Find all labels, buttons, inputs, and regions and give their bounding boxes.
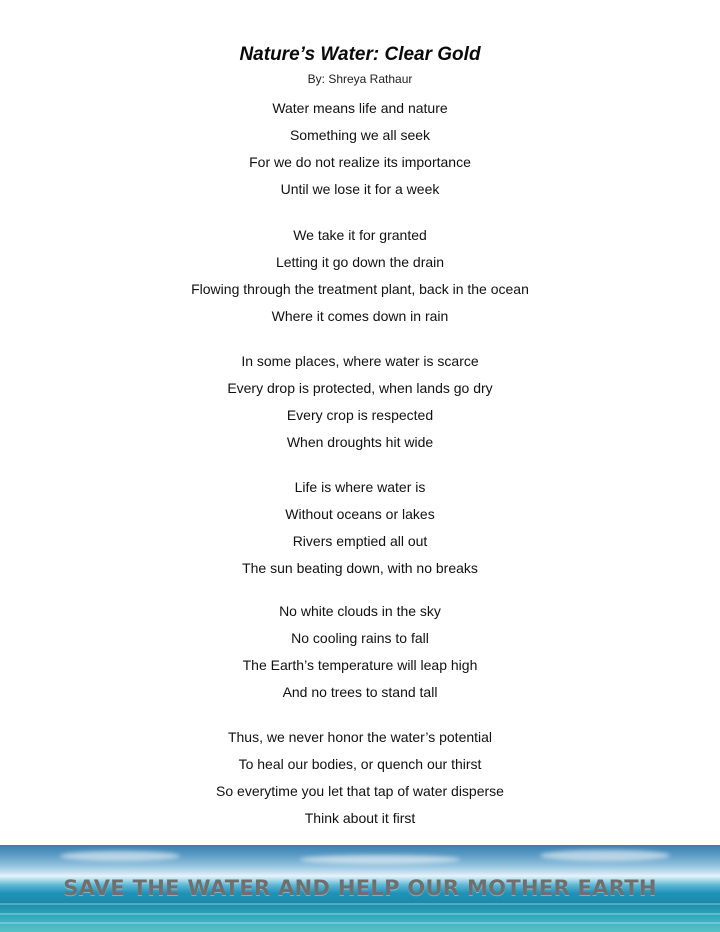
author-byline: By: Shreya Rathaur bbox=[307, 72, 413, 86]
banner-slogan: SAVE THE WATER AND HELP OUR MOTHER EARTH bbox=[63, 876, 657, 900]
poem-line: Where it comes down in rain bbox=[271, 308, 449, 324]
poem-line: And no trees to stand tall bbox=[282, 684, 438, 700]
ocean-banner bbox=[0, 845, 720, 932]
poem-line: The Earth’s temperature will leap high bbox=[242, 657, 478, 673]
poem-line: No white clouds in the sky bbox=[279, 603, 441, 619]
poem-line: So everytime you let that tap of water disperse bbox=[216, 783, 504, 799]
poem-line: Rivers emptied all out bbox=[292, 533, 428, 549]
poem-line: We take it for granted bbox=[293, 227, 427, 243]
poem-line: When droughts hit wide bbox=[286, 434, 434, 450]
cloud-shape bbox=[300, 855, 460, 864]
poem-line: Every crop is respected bbox=[286, 407, 434, 423]
poem-line: Every drop is protected, when lands go dry bbox=[227, 380, 493, 396]
cloud-shape bbox=[60, 851, 180, 861]
poem-line: Something we all seek bbox=[289, 127, 431, 143]
poem-line: No cooling rains to fall bbox=[291, 630, 429, 646]
poem-line: To heal our bodies, or quench our thirst bbox=[238, 756, 482, 772]
poem-line: Water means life and nature bbox=[272, 100, 448, 116]
poem-title: Nature’s Water: Clear Gold bbox=[239, 44, 481, 65]
poem-line: Letting it go down the drain bbox=[275, 254, 445, 270]
poem-line: Until we lose it for a week bbox=[280, 181, 440, 197]
cloud-shape bbox=[540, 850, 670, 861]
wave-line bbox=[0, 903, 720, 905]
poem-line: Think about it first bbox=[304, 810, 416, 826]
poem-line: For we do not realize its importance bbox=[249, 154, 471, 170]
poem-line: Thus, we never honor the water’s potential bbox=[227, 729, 493, 745]
poem-line: In some places, where water is scarce bbox=[241, 353, 479, 369]
wave-line bbox=[0, 922, 720, 924]
poem-line: Without oceans or lakes bbox=[285, 506, 435, 522]
poem-line: The sun beating down, with no breaks bbox=[242, 560, 478, 576]
poem-line: Flowing through the treatment plant, back in the ocean bbox=[191, 281, 529, 297]
wave-line bbox=[0, 913, 720, 915]
poem-line: Life is where water is bbox=[294, 479, 426, 495]
